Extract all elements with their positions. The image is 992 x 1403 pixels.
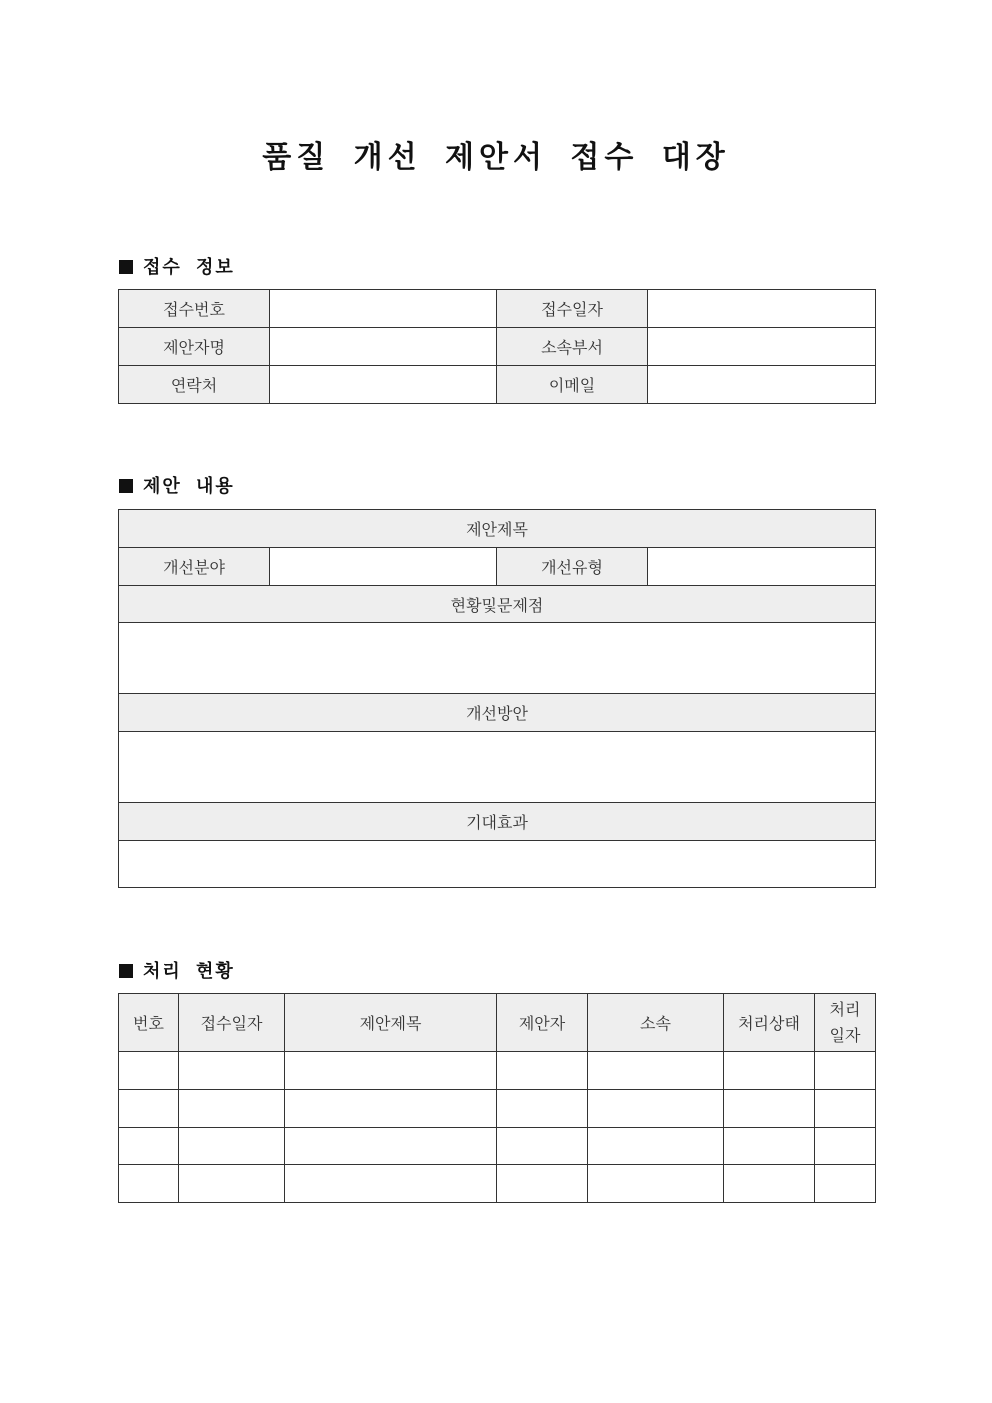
table-cell[interactable] xyxy=(588,1128,724,1165)
table-cell[interactable] xyxy=(815,1128,876,1165)
table-cell[interactable] xyxy=(497,1165,588,1203)
table-cell[interactable] xyxy=(179,1128,285,1165)
proposer-name-field[interactable] xyxy=(270,328,497,366)
receipt-date-field[interactable] xyxy=(648,290,876,328)
table-cell[interactable] xyxy=(497,1128,588,1165)
table-row xyxy=(119,1165,876,1203)
table-cell[interactable] xyxy=(588,1090,724,1128)
section-heading-proposal-text: 제안 내용 xyxy=(143,476,235,497)
proposal-content-table xyxy=(118,509,876,888)
square-bullet-icon xyxy=(119,260,133,274)
table-cell[interactable] xyxy=(119,1090,179,1128)
improvement-field-input[interactable] xyxy=(270,548,497,586)
square-bullet-icon xyxy=(119,479,133,493)
col-header-proposal-title: 제안제목 xyxy=(285,994,497,1052)
table-cell[interactable] xyxy=(119,1128,179,1165)
table-cell[interactable] xyxy=(497,1090,588,1128)
col-header-processing-status: 처리상태 xyxy=(724,994,815,1052)
email-field[interactable] xyxy=(648,366,876,404)
status-problems-header: 현황및문제점 xyxy=(119,586,876,623)
table-cell[interactable] xyxy=(724,1052,815,1090)
label-department: 소속부서 xyxy=(497,328,648,366)
square-bullet-icon xyxy=(119,964,133,978)
col-header-processing-date: 처리 일자 xyxy=(815,994,876,1052)
expected-effect-area[interactable] xyxy=(119,841,876,888)
col-header-receipt-date: 접수일자 xyxy=(179,994,285,1052)
improvement-plan-area[interactable] xyxy=(119,732,876,803)
improvement-type-input[interactable] xyxy=(648,548,876,586)
table-cell[interactable] xyxy=(285,1090,497,1128)
label-receipt-number: 접수번호 xyxy=(119,290,270,328)
col-header-affiliation: 소속 xyxy=(588,994,724,1052)
table-row xyxy=(119,1128,876,1165)
receipt-number-field[interactable] xyxy=(270,290,497,328)
label-improvement-type: 개선유형 xyxy=(497,548,648,586)
section-heading-receipt xyxy=(119,253,235,279)
section-heading-processing-text: 처리 현황 xyxy=(143,961,235,982)
expected-effect-header: 기대효과 xyxy=(119,803,876,841)
table-cell[interactable] xyxy=(285,1165,497,1203)
table-cell[interactable] xyxy=(497,1052,588,1090)
col-header-proposer: 제안자 xyxy=(497,994,588,1052)
table-cell[interactable] xyxy=(285,1052,497,1090)
label-receipt-date: 접수일자 xyxy=(497,290,648,328)
table-cell[interactable] xyxy=(815,1165,876,1203)
table-cell[interactable] xyxy=(119,1052,179,1090)
table-cell[interactable] xyxy=(815,1090,876,1128)
table-cell[interactable] xyxy=(119,1165,179,1203)
status-problems-area[interactable] xyxy=(119,623,876,694)
table-cell[interactable] xyxy=(588,1165,724,1203)
processing-status-table xyxy=(118,993,876,1203)
section-heading-processing xyxy=(119,957,235,983)
table-cell[interactable] xyxy=(179,1090,285,1128)
col-header-number: 번호 xyxy=(119,994,179,1052)
table-cell[interactable] xyxy=(724,1090,815,1128)
table-cell[interactable] xyxy=(179,1052,285,1090)
label-contact: 연락처 xyxy=(119,366,270,404)
contact-field[interactable] xyxy=(270,366,497,404)
label-improvement-field: 개선분야 xyxy=(119,548,270,586)
section-heading-proposal xyxy=(119,472,235,498)
table-row xyxy=(119,1090,876,1128)
label-proposer-name: 제안자명 xyxy=(119,328,270,366)
improvement-plan-header: 개선방안 xyxy=(119,694,876,732)
receipt-info-table xyxy=(118,289,876,404)
table-row xyxy=(119,1052,876,1090)
table-cell[interactable] xyxy=(285,1128,497,1165)
table-cell[interactable] xyxy=(588,1052,724,1090)
label-email: 이메일 xyxy=(497,366,648,404)
department-field[interactable] xyxy=(648,328,876,366)
table-cell[interactable] xyxy=(179,1165,285,1203)
table-cell[interactable] xyxy=(815,1052,876,1090)
page-title: 품질 개선 제안서 접수 대장 xyxy=(262,140,730,175)
section-heading-receipt-text: 접수 정보 xyxy=(143,257,235,278)
table-cell[interactable] xyxy=(724,1128,815,1165)
table-cell[interactable] xyxy=(724,1165,815,1203)
proposal-title-header: 제안제목 xyxy=(119,510,876,548)
